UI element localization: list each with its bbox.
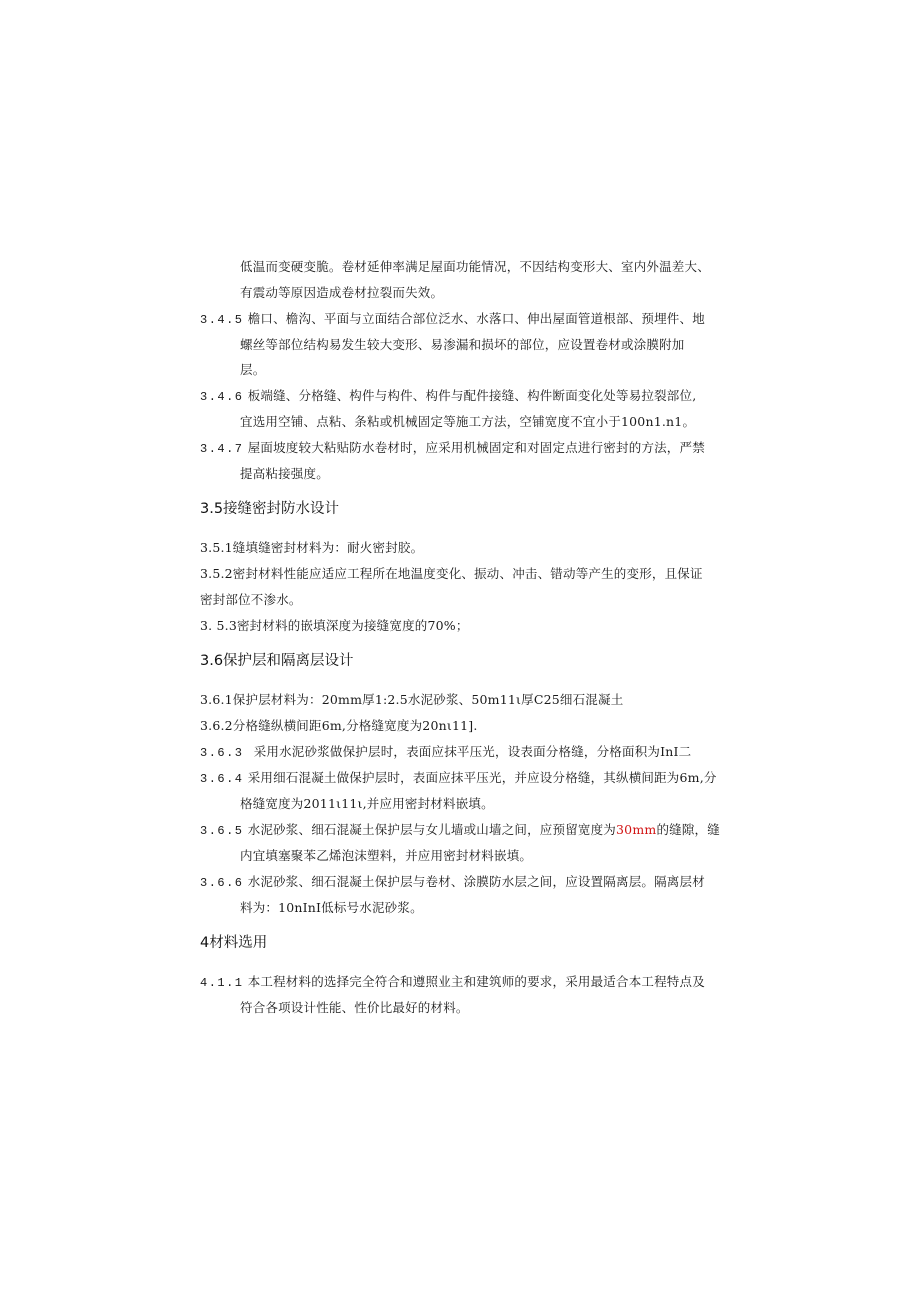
para-365-text1a: 水泥砂浆、细石混凝土保护层与女儿墙或山墙之间，应预留宽度为 bbox=[247, 822, 617, 837]
para-352-line2: 密封部位不渗水。 bbox=[200, 592, 302, 607]
para-364-number: 3.6.4 bbox=[200, 772, 244, 786]
para-411-line1 bbox=[200, 974, 705, 991]
para-365-line2: 内宜填塞聚苯乙烯泡沫塑料，并应用密封材料嵌填。 bbox=[240, 848, 533, 863]
para-366-number: 3.6.6 bbox=[200, 876, 244, 890]
para-343-line1: 低温而变硬变脆。卷材延伸率满足屋面功能情况，不因结构变形大、室内外温差大、 bbox=[240, 259, 710, 274]
para-345-line3: 层。 bbox=[240, 362, 266, 377]
para-346-text1: 板端缝、分格缝、构件与构件、构件与配件接缝、构件断面变化处等易拉裂部位, bbox=[247, 388, 697, 403]
para-363-line1 bbox=[200, 744, 691, 761]
para-364-line2: 格缝宽度为2011ι11ι,并应用密封材料嵌填。 bbox=[240, 796, 494, 811]
para-345-line2: 螺丝等部位结构易发生较大变形、易渗漏和损坏的部位，应设置卷材或涂膜附加 bbox=[240, 337, 685, 352]
para-361: 3.6.1保护层材料为：20mm厚1:2.5水泥砂浆、50m11ι厚C25细石混凝土 bbox=[200, 692, 624, 707]
para-365-highlight: 30mm bbox=[616, 822, 657, 837]
para-365-line1 bbox=[200, 822, 720, 839]
para-347-line1 bbox=[200, 440, 705, 457]
para-347-number: 3.4.7 bbox=[200, 442, 244, 456]
para-363-text1: 采用水泥砂浆做保护层时，表面应抹平压光，设表面分格缝，分格面积为InI二 bbox=[253, 744, 692, 759]
para-363-number: 3.6.3 bbox=[200, 746, 244, 760]
section-heading-4: 4材料选用 bbox=[200, 935, 268, 951]
para-366-text1: 水泥砂浆、细石混凝土保护层与卷材、涂膜防水层之间，应设置隔离层。隔离层材 bbox=[247, 874, 705, 889]
para-411-text1: 本工程材料的选择完全符合和遵照业主和建筑师的要求，采用最适合本工程特点及 bbox=[247, 974, 705, 989]
para-366-line1 bbox=[200, 874, 705, 891]
para-346-number: 3.4.6 bbox=[200, 390, 244, 404]
para-343-line2: 有震动等原因造成卷材拉裂而失效。 bbox=[240, 285, 444, 300]
para-364-text1: 采用细石混凝土做保护层时，表面应抹平压光，并应设分格缝，其纵横间距为6m,分 bbox=[247, 770, 717, 785]
para-411-line2: 符合各项设计性能、性价比最好的材料。 bbox=[240, 1000, 469, 1015]
para-346-line2: 宜选用空铺、点粘、条粘或机械固定等施工方法，空铺宽度不宜小于100n1.n1。 bbox=[240, 414, 696, 429]
para-362: 3.6.2分格缝纵横间距6m,分格缝宽度为20nι11]. bbox=[200, 718, 478, 733]
section-heading-3-6: 3.6保护层和隔离层设计 bbox=[200, 653, 354, 669]
para-345-number: 3.4.5 bbox=[200, 313, 244, 327]
para-411-number: 4.1.1 bbox=[200, 976, 244, 990]
para-353: 3. 5.3密封材料的嵌填深度为接缝宽度的70%； bbox=[200, 618, 469, 633]
section-heading-3-5: 3.5接缝密封防水设计 bbox=[200, 501, 340, 517]
para-345-line1 bbox=[200, 311, 705, 328]
para-366-line2: 料为：10nInI低标号水泥砂浆。 bbox=[240, 900, 423, 915]
para-347-line2: 提高粘接强度。 bbox=[240, 466, 329, 481]
para-365-number: 3.6.5 bbox=[200, 824, 244, 838]
para-351: 3.5.1缝填缝密封材料为：耐火密封胶。 bbox=[200, 540, 424, 555]
para-346-line1 bbox=[200, 388, 696, 405]
para-365-text1c: 的缝隙，缝 bbox=[656, 822, 720, 837]
para-347-text1: 屋面坡度较大粘贴防水卷材时，应采用机械固定和对固定点进行密封的方法，严禁 bbox=[247, 440, 705, 455]
para-364-line1 bbox=[200, 770, 717, 787]
para-345-text1: 檐口、檐沟、平面与立面结合部位泛水、水落口、伸出屋面管道根部、预埋件、地 bbox=[247, 311, 705, 326]
para-352-line1: 3.5.2密封材料性能应适应工程所在地温度变化、振动、冲击、错动等产生的变形，且保证 bbox=[200, 566, 703, 581]
